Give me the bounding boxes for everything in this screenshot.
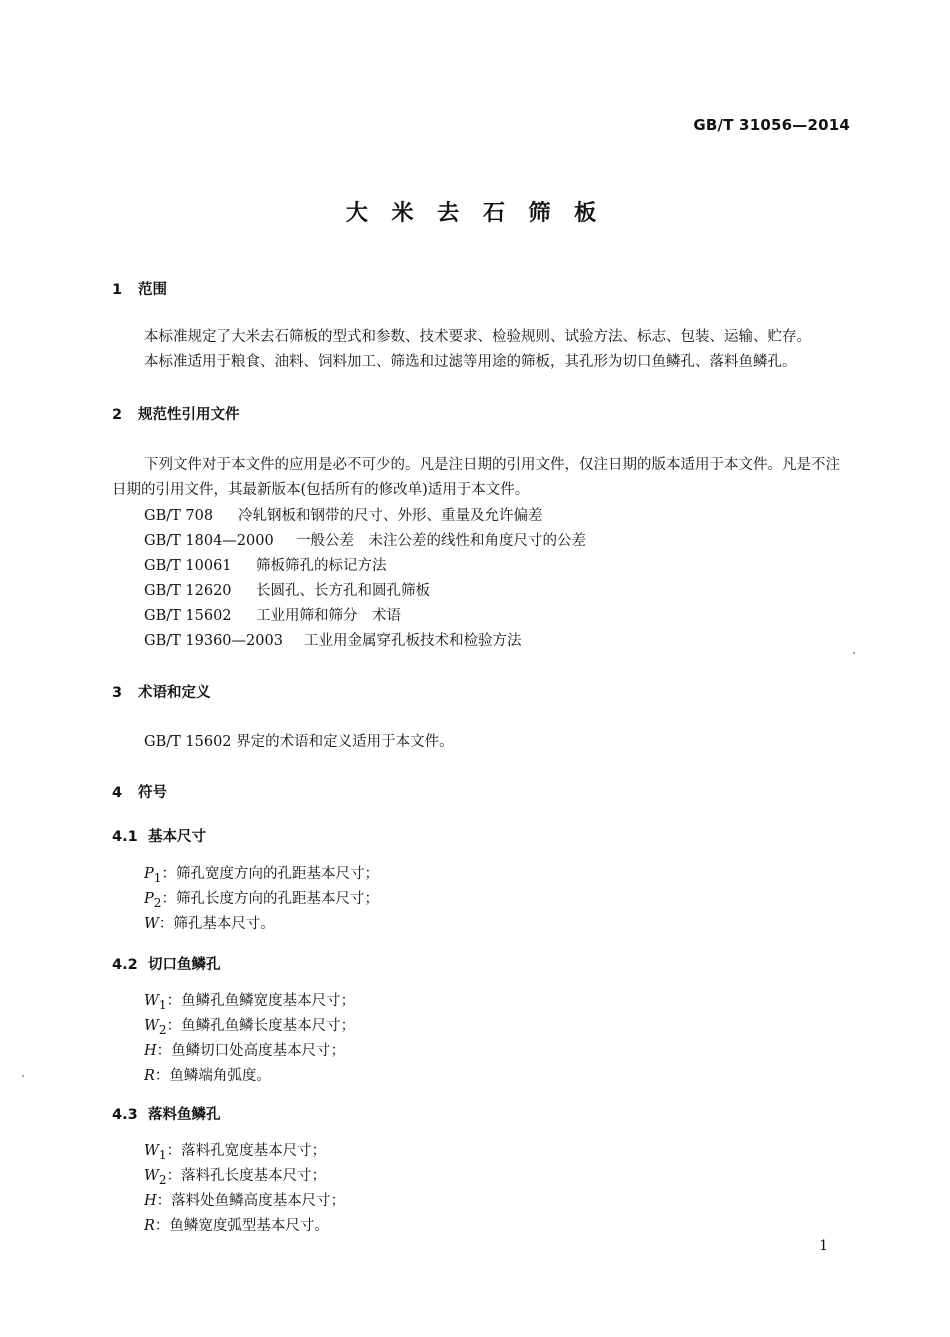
- symbol-subscript: 2: [153, 895, 162, 910]
- symbol-item: [144, 1164, 326, 1187]
- section-4-heading: [112, 781, 167, 802]
- reference-title: 工业用筛和筛分 术语: [256, 608, 401, 624]
- symbol: P: [144, 866, 154, 882]
- symbol-subscript: 2: [158, 1022, 167, 1037]
- reference-code: GB/T 12620: [144, 583, 232, 599]
- subsection-title: 切口鱼鳞孔: [148, 957, 221, 973]
- section-title: 符号: [138, 785, 167, 801]
- symbol-item: [144, 912, 275, 933]
- reference-title: 工业用金属穿孔板技术和检验方法: [304, 633, 522, 649]
- symbol-item: [144, 1139, 326, 1162]
- symbol-definition: ：鱼鳞孔鱼鳞宽度基本尺寸；: [166, 993, 356, 1009]
- symbol-subscript: 2: [158, 1172, 167, 1187]
- reference-item: [144, 604, 401, 625]
- section-number: 2: [112, 407, 123, 423]
- section-2-heading: [112, 403, 240, 424]
- symbol: R: [144, 1068, 155, 1084]
- section-title: 术语和定义: [138, 685, 211, 701]
- symbol-subscript: 1: [158, 997, 167, 1012]
- section-number: 3: [112, 685, 123, 701]
- reference-code: GB/T 15602: [144, 608, 232, 624]
- subsection-number: 4.2: [112, 957, 138, 973]
- reference-item: [144, 629, 522, 650]
- section-title: 范围: [138, 282, 167, 298]
- section-title: 规范性引用文件: [138, 407, 240, 423]
- scope-paragraph-1: 本标准规定了大米去石筛板的型式和参数、技术要求、检验规则、试验方法、标志、包装、运输、贮存。: [144, 329, 811, 345]
- symbol: W: [144, 1018, 159, 1034]
- references-intro: 下列文件对于本文件的应用是必不可少的。凡是注日期的引用文件，仅注日期的版本适用于本文件。凡是不注日期的引用文件，其最新版本(包括所有的修改单)适用于本文件。: [112, 457, 840, 498]
- section-number: 1: [112, 282, 123, 298]
- reference-item: [144, 504, 543, 525]
- symbol-definition: ：鱼鳞孔鱼鳞长度基本尺寸；: [166, 1018, 356, 1034]
- symbol-definition: ：落料孔宽度基本尺寸；: [166, 1143, 327, 1159]
- symbol-definition: ：鱼鳞宽度弧型基本尺寸。: [154, 1218, 329, 1234]
- symbol-subscript: 1: [153, 870, 162, 885]
- standard-code: GB/T 31056—2014: [693, 116, 850, 134]
- section-number: 4: [112, 785, 123, 801]
- symbol: W: [144, 916, 159, 932]
- scan-speck: [853, 652, 855, 654]
- symbol: H: [144, 1043, 157, 1059]
- symbol-definition: ：鱼鳞切口处高度基本尺寸；: [156, 1043, 346, 1059]
- symbol: W: [144, 1143, 159, 1159]
- scan-speck: [22, 1075, 24, 1077]
- section-3-heading: [112, 681, 211, 702]
- terms-paragraph: GB/T 15602 界定的术语和定义适用于本文件。: [144, 734, 454, 750]
- symbol: W: [144, 993, 159, 1009]
- symbol-item: [144, 1189, 345, 1210]
- reference-title: 冷轧钢板和钢带的尺寸、外形、重量及允许偏差: [238, 508, 543, 524]
- symbol: W: [144, 1168, 159, 1184]
- subsection-4-1-heading: [112, 825, 206, 846]
- document-title: 大 米 去 石 筛 板: [345, 201, 605, 226]
- symbol: P: [144, 891, 154, 907]
- subsection-number: 4.1: [112, 829, 138, 845]
- reference-title: 筛板筛孔的标记方法: [256, 558, 387, 574]
- symbol-definition: ：落料处鱼鳞高度基本尺寸；: [156, 1193, 346, 1209]
- symbol-item: [144, 1214, 329, 1235]
- reference-item: [144, 579, 430, 600]
- symbol: R: [144, 1218, 155, 1234]
- symbol-definition: ：鱼鳞端角弧度。: [154, 1068, 271, 1084]
- subsection-title: 落料鱼鳞孔: [148, 1107, 221, 1123]
- symbol-definition: ：落料孔长度基本尺寸；: [166, 1168, 327, 1184]
- symbol-subscript: 1: [158, 1147, 167, 1162]
- symbol-definition: ：筛孔长度方向的孔距基本尺寸；: [161, 891, 379, 907]
- reference-code: GB/T 708: [144, 508, 214, 524]
- section-1-heading: [112, 278, 167, 299]
- symbol-item: [144, 1039, 345, 1060]
- reference-code: GB/T 19360—2003: [144, 633, 283, 649]
- scope-paragraph-2: 本标准适用于粮食、油料、饲料加工、筛选和过滤等用途的筛板，其孔形为切口鱼鳞孔、落料鱼鳞孔。: [144, 354, 797, 370]
- symbol-item: [144, 862, 379, 885]
- subsection-number: 4.3: [112, 1107, 138, 1123]
- subsection-title: 基本尺寸: [148, 829, 206, 845]
- reference-code: GB/T 1804—2000: [144, 533, 274, 549]
- reference-item: [144, 554, 387, 575]
- reference-title: 长圆孔、长方孔和圆孔筛板: [256, 583, 430, 599]
- symbol-item: [144, 1064, 271, 1085]
- page-number: 1: [819, 1238, 828, 1254]
- symbol-item: [144, 1014, 355, 1037]
- symbol-definition: ：筛孔基本尺寸。: [158, 916, 275, 932]
- symbol-definition: ：筛孔宽度方向的孔距基本尺寸；: [161, 866, 379, 882]
- symbol: H: [144, 1193, 157, 1209]
- subsection-4-3-heading: [112, 1103, 221, 1124]
- reference-item: [144, 529, 586, 550]
- symbol-item: [144, 989, 355, 1012]
- reference-title: 一般公差 未注公差的线性和角度尺寸的公差: [296, 533, 586, 549]
- subsection-4-2-heading: [112, 953, 221, 974]
- symbol-item: [144, 887, 379, 910]
- reference-code: GB/T 10061: [144, 558, 232, 574]
